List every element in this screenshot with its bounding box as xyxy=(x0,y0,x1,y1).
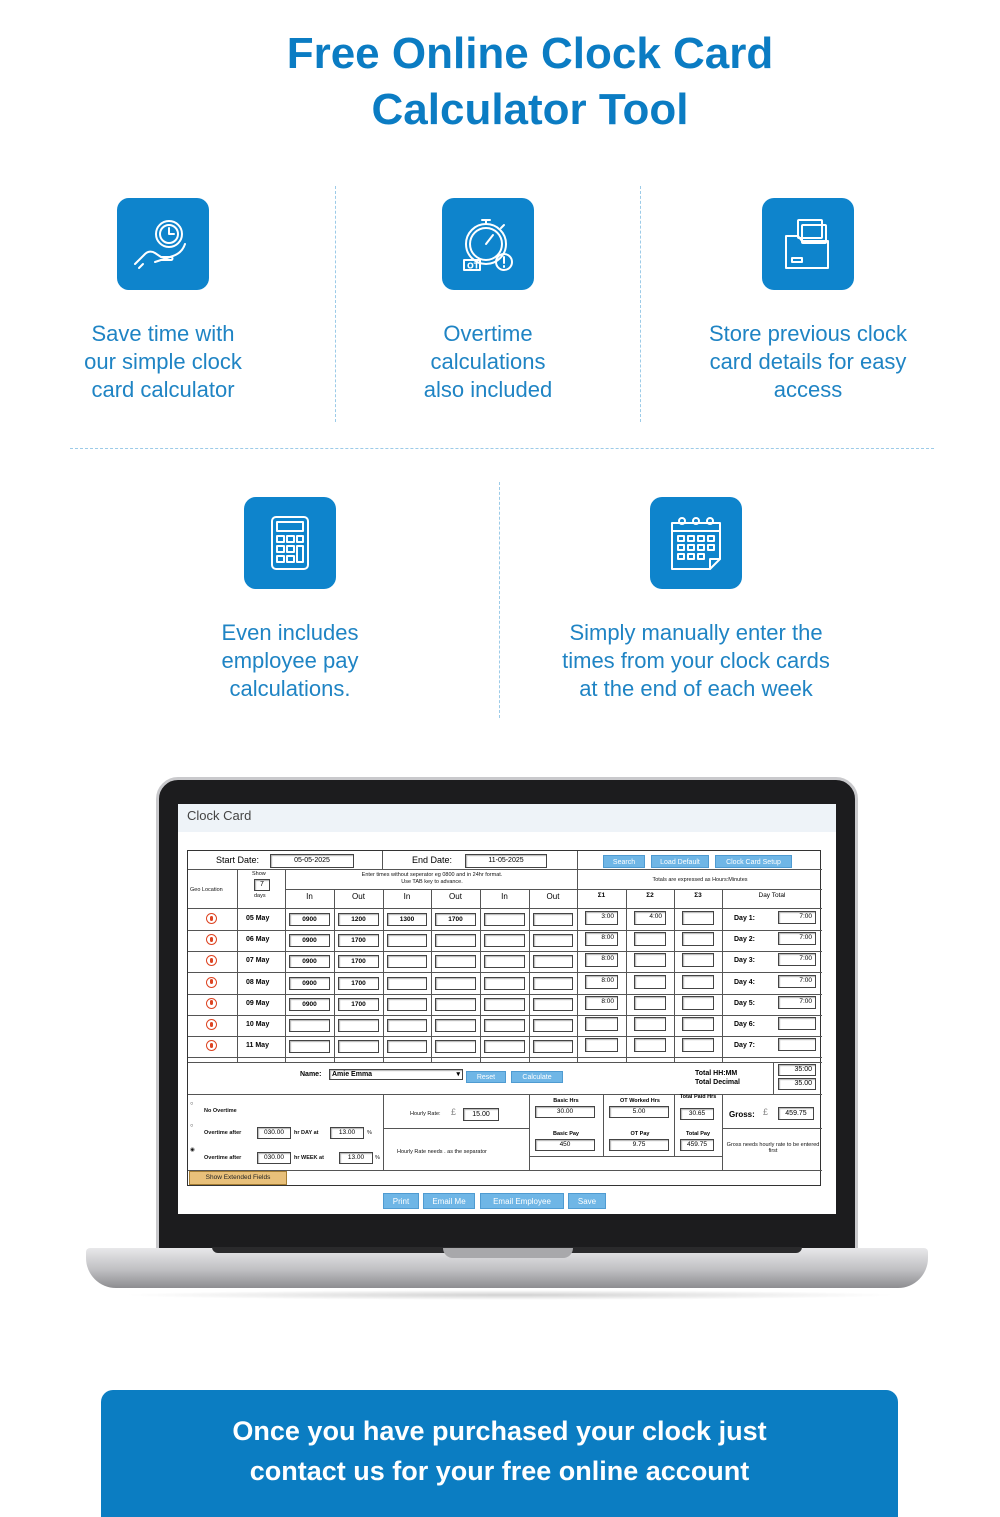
save-button[interactable]: Save xyxy=(568,1193,606,1209)
row-date: 10 May xyxy=(246,1021,270,1028)
gross-value: 459.75 xyxy=(778,1107,814,1120)
pay-value: 5.00 xyxy=(609,1106,669,1118)
row-divider xyxy=(188,994,822,995)
feature-overtime xyxy=(368,198,608,404)
pay-label: Total Paid Hrs xyxy=(679,1094,717,1100)
show-extended-fields-button[interactable]: Show Extended Fields xyxy=(189,1171,287,1185)
column-header: Out xyxy=(352,892,365,901)
pay-value: 9.75 xyxy=(609,1139,669,1151)
row-date: 09 May xyxy=(246,999,270,1007)
feature-text: Simply manually enter the times from your clock cards at the end of each week xyxy=(562,620,830,701)
map-pin-icon[interactable] xyxy=(206,934,217,945)
day-total-value: 7:00 xyxy=(778,996,816,1009)
feature-save-time xyxy=(43,198,283,404)
gross-note: Gross needs hourly rate to be entered first xyxy=(726,1142,820,1154)
day-total-value: 7:00 xyxy=(778,932,816,945)
column-header: Σ1 xyxy=(597,892,606,899)
time-in1-input[interactable] xyxy=(289,1040,330,1053)
reset-button[interactable]: Reset xyxy=(466,1071,506,1083)
hr-week-at-label: hr WEEK at xyxy=(294,1155,324,1161)
time-out1-input[interactable]: 1700 xyxy=(338,998,379,1011)
ot-day-rate-input[interactable]: 13.00 xyxy=(330,1127,364,1139)
title-line-2: Calculator Tool xyxy=(371,85,689,134)
search-button[interactable]: Search xyxy=(603,855,645,868)
row-divider xyxy=(188,972,822,973)
hourly-rate-label: Hourly Rate: xyxy=(410,1111,441,1117)
time-in3-input[interactable] xyxy=(484,934,525,947)
day-label: Day 3: xyxy=(734,957,756,965)
feature-text: Even includes employee pay calculations. xyxy=(221,620,359,701)
map-pin-icon[interactable] xyxy=(206,977,217,988)
total-decimal-label: Total Decimal xyxy=(695,1079,740,1086)
radio-no-overtime[interactable]: ○ xyxy=(190,1101,194,1107)
day-label: Day 6: xyxy=(734,1021,756,1028)
pay-label: Basic Hrs xyxy=(553,1098,579,1104)
time-in3-input[interactable] xyxy=(484,998,525,1011)
row-divider xyxy=(529,1156,722,1157)
sigma-3-value xyxy=(682,1038,714,1052)
sigma-1-value xyxy=(585,1038,618,1052)
time-out3-input[interactable] xyxy=(533,934,573,947)
time-out3-input[interactable] xyxy=(533,1019,573,1032)
sigma-1-value: 8:00 xyxy=(585,953,618,967)
page-title xyxy=(0,26,1000,138)
day-total-value: 7:00 xyxy=(778,911,816,924)
no-overtime-label: No Overtime xyxy=(204,1108,237,1114)
sigma-2-value xyxy=(634,953,666,967)
sigma-2-value: 4:00 xyxy=(634,911,666,925)
time-out1-input[interactable]: 1700 xyxy=(338,934,379,947)
row-divider xyxy=(188,1057,822,1058)
currency-symbol: £ xyxy=(763,1107,769,1117)
time-in1-input[interactable]: 0900 xyxy=(289,977,330,990)
employee-name-select[interactable]: Amie Emma ▾ xyxy=(329,1069,463,1080)
pay-value: 459.75 xyxy=(680,1139,714,1151)
hourly-rate-note: Hourly Rate needs . as the separator xyxy=(397,1149,487,1155)
total-decimal-value: 35.00 xyxy=(778,1078,816,1090)
sigma-1-value: 3:00 xyxy=(585,911,618,925)
sigma-3-value xyxy=(682,953,714,967)
instructions-line-1: Enter times without seperator eg 0800 and in 24hr format. xyxy=(361,872,503,878)
gross-label: Gross: xyxy=(729,1110,755,1119)
sigma-1-value xyxy=(585,1017,618,1031)
time-in1-input[interactable] xyxy=(289,1019,330,1032)
start-date-label: Start Date: xyxy=(216,855,260,865)
feature-text: Store previous clock card details for easy access xyxy=(708,321,908,402)
cta-line-2: contact us for your free online account xyxy=(249,1456,750,1486)
divider xyxy=(335,186,336,422)
time-in1-input[interactable]: 0900 xyxy=(289,998,330,1011)
column-header: Out xyxy=(546,892,560,901)
column-header: In xyxy=(403,892,411,901)
time-in3-input[interactable] xyxy=(484,955,525,968)
column-header: Σ2 xyxy=(646,892,654,899)
time-in2-input[interactable] xyxy=(387,998,427,1011)
day-label: Day 5: xyxy=(734,999,756,1007)
time-out2-input[interactable] xyxy=(435,998,476,1011)
folder-files-icon xyxy=(762,198,854,290)
day-label: Day 1: xyxy=(734,915,756,922)
row-date: 08 May xyxy=(246,978,270,986)
sigma-3-value xyxy=(682,911,714,925)
day-total-value xyxy=(778,1017,816,1030)
sigma-1-value: 8:00 xyxy=(585,932,618,946)
laptop-shadow xyxy=(120,1290,900,1300)
time-in3-input[interactable] xyxy=(484,913,525,926)
hourly-rate-input[interactable]: 15.00 xyxy=(463,1108,499,1121)
sigma-2-value xyxy=(634,975,666,989)
row-date: 11 May xyxy=(246,1042,269,1050)
total-hhmm-value: 35:00 xyxy=(778,1064,816,1076)
time-in3-input[interactable] xyxy=(484,977,525,990)
time-out3-input[interactable] xyxy=(533,913,573,926)
column-header: Day Total xyxy=(758,892,786,899)
email-employee-button[interactable]: Email Employee xyxy=(480,1193,564,1209)
overtime-after-day-label: Overtime after xyxy=(204,1130,242,1136)
day-total-value: 7:00 xyxy=(778,953,816,966)
overtime-stopwatch-icon xyxy=(442,198,534,290)
svg-text:OT: OT xyxy=(467,261,480,271)
time-in2-input[interactable] xyxy=(387,977,427,990)
cta-line-1: Once you have purchased your clock just xyxy=(232,1416,767,1446)
divider xyxy=(499,482,500,718)
time-out1-input[interactable] xyxy=(338,1040,379,1053)
map-pin-icon[interactable] xyxy=(206,913,217,924)
chevron-down-icon: ▾ xyxy=(456,1071,460,1078)
row-date: 05 May xyxy=(246,915,270,922)
column-header: In xyxy=(501,892,508,901)
sigma-3-value xyxy=(682,975,714,989)
day-total-value: 7:00 xyxy=(778,975,816,988)
time-out2-input[interactable] xyxy=(435,1019,476,1032)
feature-manual-entry xyxy=(546,497,846,703)
time-out2-input[interactable] xyxy=(435,977,476,990)
show-days-input[interactable]: 7 xyxy=(254,879,270,891)
feature-pay-calculations xyxy=(170,497,410,703)
map-pin-icon[interactable] xyxy=(206,1019,217,1030)
map-pin-icon[interactable] xyxy=(206,955,217,966)
clock-card-form xyxy=(187,850,821,1186)
load-default-button[interactable]: Load Default xyxy=(651,855,709,868)
sigma-3-value xyxy=(682,932,714,946)
feature-store-details xyxy=(688,198,928,404)
sigma-3-value xyxy=(682,1017,714,1031)
window-title: Clock Card xyxy=(178,804,836,832)
sigma-2-value xyxy=(634,996,666,1010)
time-out2-input[interactable] xyxy=(435,955,476,968)
day-label: Day 4: xyxy=(734,978,756,986)
days-label: days xyxy=(254,893,266,899)
row-divider xyxy=(188,1036,822,1037)
time-out3-input[interactable] xyxy=(533,998,573,1011)
time-out1-input[interactable]: 1200 xyxy=(338,913,379,926)
time-in3-input[interactable] xyxy=(484,1040,525,1053)
row-divider xyxy=(188,1015,822,1016)
start-date-input[interactable]: 05-05-2025 xyxy=(270,854,354,868)
sigma-2-value xyxy=(634,1038,666,1052)
geo-location-label: Geo Location xyxy=(190,887,223,893)
currency-symbol: £ xyxy=(451,1107,457,1117)
map-pin-icon[interactable] xyxy=(206,1040,217,1051)
pay-label: Total Pay xyxy=(685,1131,711,1137)
end-date-label: End Date: xyxy=(412,855,453,865)
time-out3-input[interactable] xyxy=(533,955,573,968)
sigma-2-value xyxy=(634,932,666,946)
hr-day-at-label: hr DAY at xyxy=(294,1130,319,1136)
ot-week-hours-input[interactable]: 030.00 xyxy=(257,1152,291,1164)
hand-clock-icon xyxy=(117,198,209,290)
row-divider xyxy=(188,930,822,931)
show-label: Show xyxy=(252,871,266,877)
row-date: 07 May xyxy=(246,957,270,965)
time-in2-input[interactable] xyxy=(387,1040,427,1053)
laptop-notch xyxy=(443,1248,573,1258)
time-out1-input[interactable] xyxy=(338,1019,379,1032)
name-label: Name: xyxy=(300,1071,322,1078)
sigma-3-value xyxy=(682,996,714,1010)
time-in2-input[interactable] xyxy=(387,934,427,947)
calculator-icon xyxy=(244,497,336,589)
pay-value: 30.00 xyxy=(535,1106,595,1118)
total-hhmm-label: Total HH:MM xyxy=(695,1070,738,1077)
pay-label: OT Pay xyxy=(630,1131,650,1137)
time-out3-input[interactable] xyxy=(533,1040,573,1053)
cta-banner xyxy=(101,1390,898,1517)
instructions-line-2: Use TAB key to advance. xyxy=(401,879,463,885)
overtime-after-week-label: Overtime after xyxy=(204,1155,242,1161)
sigma-1-value: 8:00 xyxy=(585,975,618,989)
pay-value: 450 xyxy=(535,1139,595,1151)
time-in1-input[interactable]: 0900 xyxy=(289,913,330,926)
column-header: Σ3 xyxy=(694,892,702,899)
feature-text: Overtime calculations also included xyxy=(423,321,553,402)
title-line-1: Free Online Clock Card xyxy=(286,29,774,78)
time-out3-input[interactable] xyxy=(533,977,573,990)
calendar-icon xyxy=(650,497,742,589)
map-pin-icon[interactable] xyxy=(206,998,217,1009)
row-divider xyxy=(188,951,822,952)
end-date-input[interactable]: 11-05-2025 xyxy=(465,854,547,868)
feature-text: Save time with our simple clock card calculator xyxy=(84,321,242,402)
pay-label: Basic Pay xyxy=(553,1131,579,1137)
divider xyxy=(70,448,934,449)
clock-card-setup-button[interactable]: Clock Card Setup xyxy=(715,855,792,868)
percent-label: % xyxy=(367,1130,372,1136)
day-label: Day 2: xyxy=(734,936,756,944)
time-in2-input[interactable] xyxy=(387,955,427,968)
pay-value: 30.65 xyxy=(680,1108,714,1120)
sigma-2-value xyxy=(634,1017,666,1031)
time-in1-input[interactable]: 0900 xyxy=(289,934,330,947)
radio-overtime-week[interactable]: ◉ xyxy=(190,1147,195,1153)
time-out2-input[interactable] xyxy=(435,934,476,947)
print-button[interactable]: Print xyxy=(383,1193,419,1209)
time-in2-input[interactable]: 1300 xyxy=(387,913,427,926)
column-header: Out xyxy=(449,892,462,901)
time-in1-input[interactable]: 0900 xyxy=(289,955,330,968)
radio-overtime-day[interactable]: ○ xyxy=(190,1123,194,1129)
clock-card-app xyxy=(178,804,836,1214)
time-in2-input[interactable] xyxy=(387,1019,427,1032)
ot-week-rate-input[interactable]: 13.00 xyxy=(339,1152,373,1164)
calculate-button[interactable]: Calculate xyxy=(511,1071,563,1083)
time-out1-input[interactable]: 1700 xyxy=(338,977,379,990)
totals-note: Totals are expressed as Hours:Minutes xyxy=(652,877,748,883)
divider xyxy=(640,186,641,422)
time-out2-input[interactable] xyxy=(435,1040,476,1053)
email-me-button[interactable]: Email Me xyxy=(423,1193,475,1209)
sigma-1-value: 8:00 xyxy=(585,996,618,1010)
ot-day-hours-input[interactable]: 030.00 xyxy=(257,1127,291,1139)
column-header: In xyxy=(306,892,313,901)
percent-label: % xyxy=(375,1155,380,1161)
time-out1-input[interactable]: 1700 xyxy=(338,955,379,968)
time-in3-input[interactable] xyxy=(484,1019,525,1032)
day-label: Day 7: xyxy=(734,1042,756,1050)
time-out2-input[interactable]: 1700 xyxy=(435,913,476,926)
row-date: 06 May xyxy=(246,936,270,944)
day-total-value xyxy=(778,1038,816,1051)
pay-label: OT Worked Hrs xyxy=(620,1098,660,1104)
